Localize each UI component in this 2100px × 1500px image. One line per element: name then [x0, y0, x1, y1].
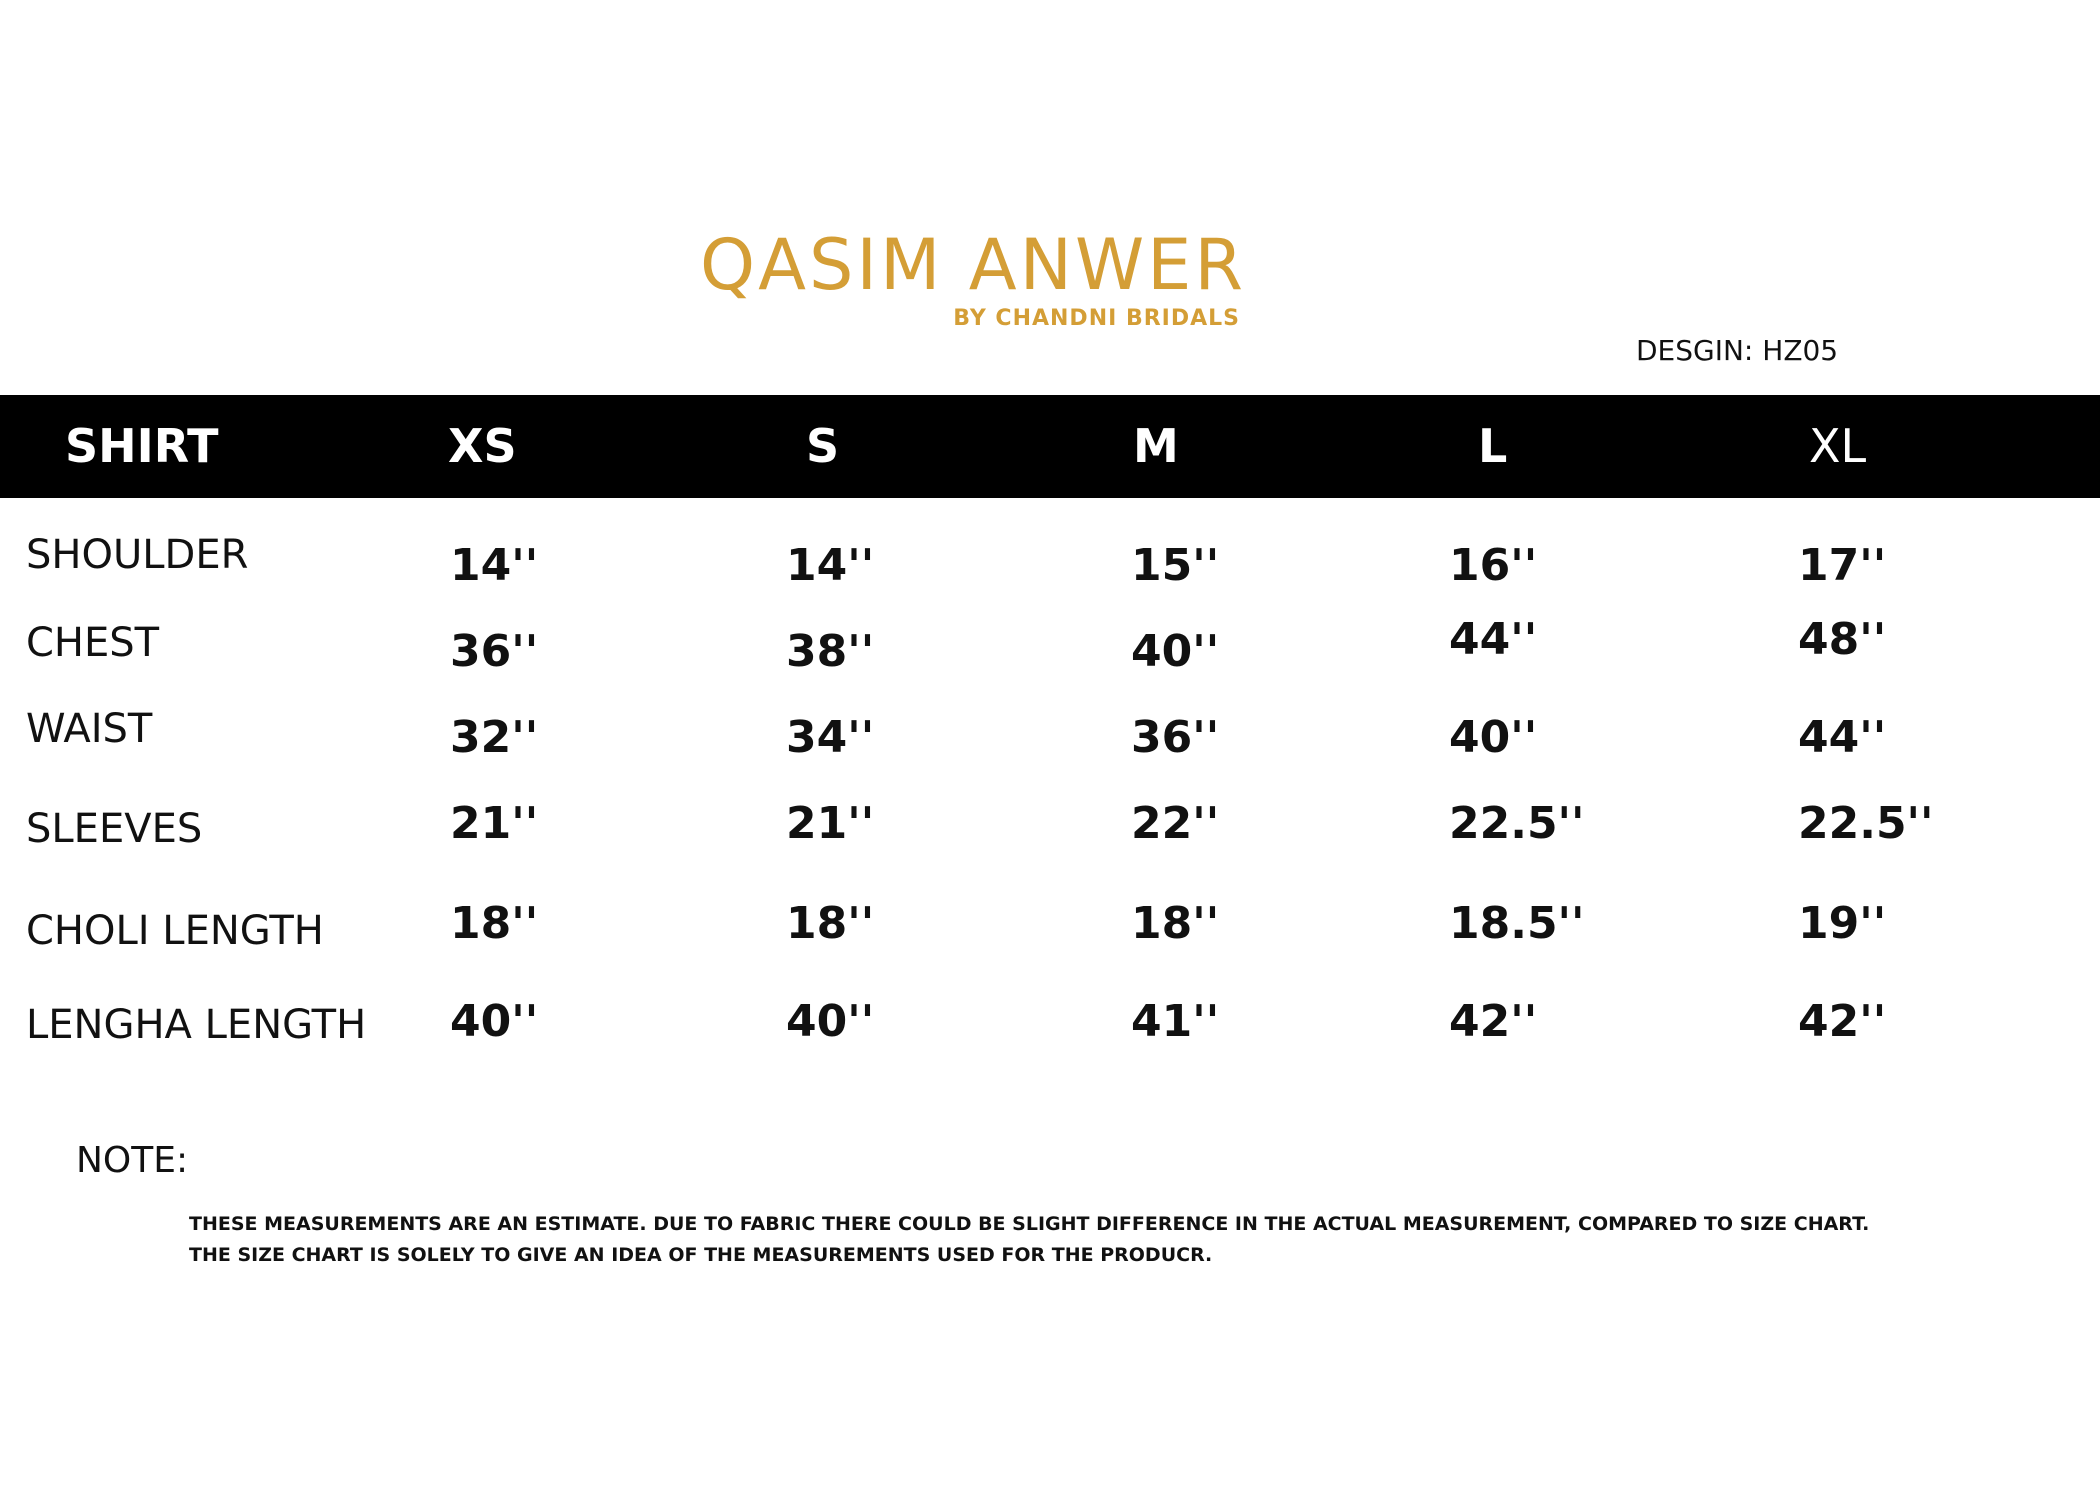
cell-shoulder-xl: 17''	[1798, 540, 1887, 591]
cell-waist-l: 40''	[1449, 712, 1538, 763]
note-line-1: THESE MEASUREMENTS ARE AN ESTIMATE. DUE TO FABRIC THERE COULD BE SLIGHT DIFFERENCE IN THE ACTUAL MEASUREMENT, COMPARED TO SIZE CHART.	[189, 1213, 1870, 1235]
cell-chest-xs: 36''	[450, 626, 539, 677]
header-l: L	[1478, 419, 1508, 473]
cell-choli-l: 18.5''	[1449, 898, 1585, 949]
cell-chest-s: 38''	[786, 626, 875, 677]
cell-sleeves-xl: 22.5''	[1798, 798, 1934, 849]
cell-waist-xs: 32''	[450, 712, 539, 763]
cell-choli-xs: 18''	[450, 898, 539, 949]
cell-shoulder-s: 14''	[786, 540, 875, 591]
cell-choli-xl: 19''	[1798, 898, 1887, 949]
cell-lengha-xs: 40''	[450, 996, 539, 1047]
cell-choli-m: 18''	[1131, 898, 1220, 949]
header-xl: XL	[1809, 419, 1867, 473]
row-label-sleeves: SLEEVES	[26, 806, 203, 852]
cell-shoulder-l: 16''	[1449, 540, 1538, 591]
row-label-chest: CHEST	[26, 620, 160, 666]
cell-choli-s: 18''	[786, 898, 875, 949]
cell-shoulder-m: 15''	[1131, 540, 1220, 591]
row-label-choli-length: CHOLI LENGTH	[26, 908, 324, 954]
row-label-lengha-length: LENGHA LENGTH	[26, 1002, 367, 1048]
cell-waist-s: 34''	[786, 712, 875, 763]
cell-shoulder-xs: 14''	[450, 540, 539, 591]
cell-lengha-xl: 42''	[1798, 996, 1887, 1047]
cell-chest-xl: 48''	[1798, 614, 1887, 665]
cell-sleeves-m: 22''	[1131, 798, 1220, 849]
table-header	[0, 395, 2100, 498]
header-m: M	[1133, 419, 1179, 473]
note-title: NOTE:	[76, 1140, 189, 1181]
note-line-2: THE SIZE CHART IS SOLELY TO GIVE AN IDEA OF THE MEASUREMENTS USED FOR THE PRODUCR.	[189, 1244, 1213, 1266]
header-shirt: SHIRT	[65, 419, 219, 473]
brand-logo	[700, 224, 1260, 331]
cell-sleeves-s: 21''	[786, 798, 875, 849]
cell-lengha-s: 40''	[786, 996, 875, 1047]
row-label-waist: WAIST	[26, 706, 153, 752]
header-s: S	[806, 419, 840, 473]
cell-lengha-m: 41''	[1131, 996, 1220, 1047]
cell-lengha-l: 42''	[1449, 996, 1538, 1047]
row-label-shoulder: SHOULDER	[26, 532, 249, 578]
cell-chest-m: 40''	[1131, 626, 1220, 677]
cell-chest-l: 44''	[1449, 614, 1538, 665]
cell-waist-m: 36''	[1131, 712, 1220, 763]
header-xs: XS	[448, 419, 517, 473]
cell-waist-xl: 44''	[1798, 712, 1887, 763]
cell-sleeves-l: 22.5''	[1449, 798, 1585, 849]
brand-logo-main: QASIM ANWER	[700, 224, 1247, 306]
design-code: DESGIN: HZ05	[1636, 334, 1839, 367]
brand-logo-sub: BY CHANDNI BRIDALS	[953, 306, 1240, 331]
cell-sleeves-xs: 21''	[450, 798, 539, 849]
